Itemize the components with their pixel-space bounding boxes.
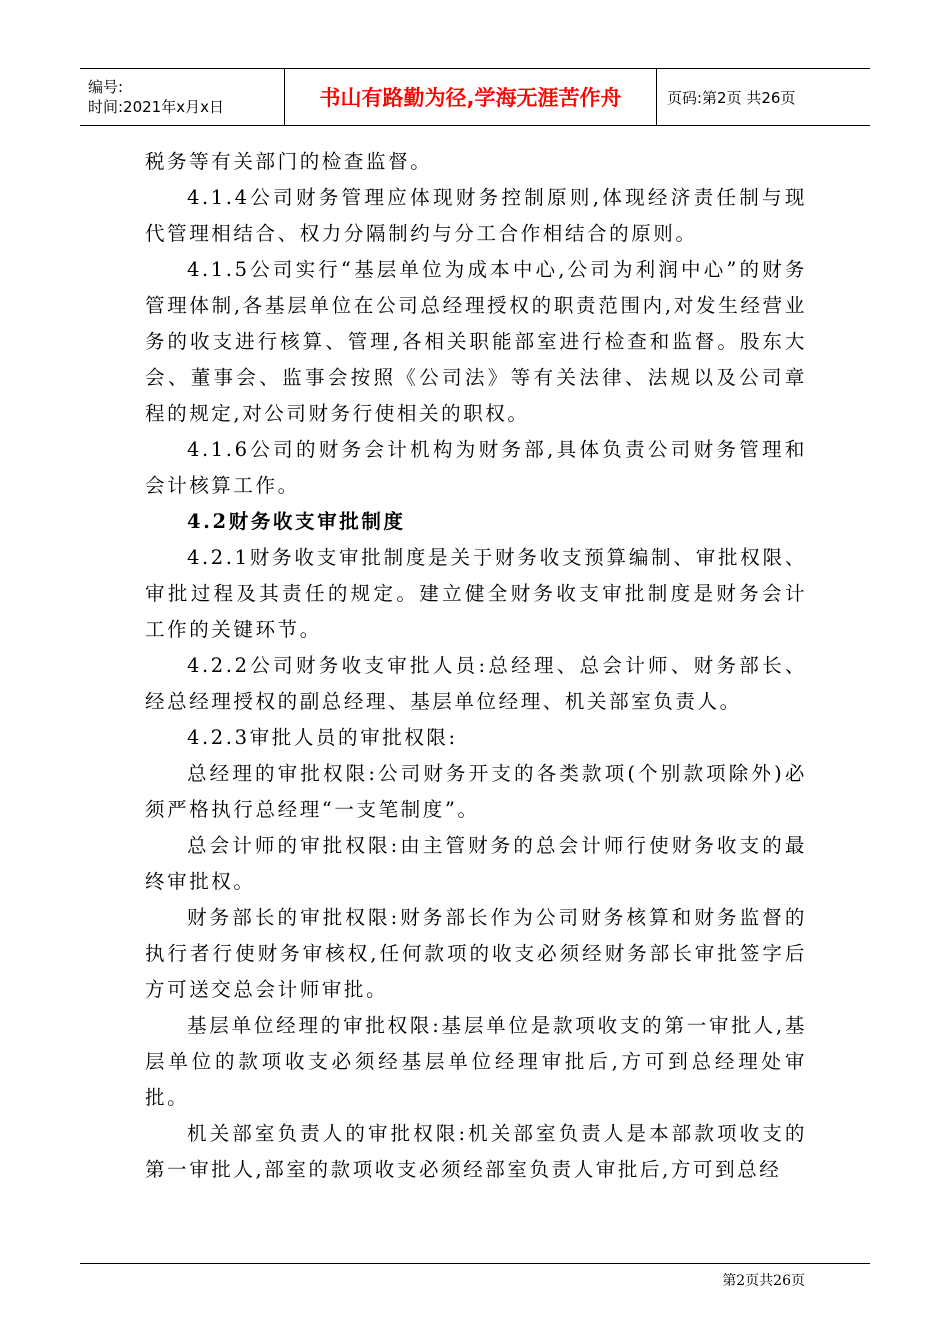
page-footer — [80, 1263, 870, 1289]
document-date-label: 时间:2021年x月x日 — [88, 98, 224, 116]
header-page-number: 页码:第2页 共26页 — [667, 88, 796, 107]
section-heading: 4.2财务收支审批制度 — [187, 510, 406, 533]
paragraph: 税务等有关部门的检查监督。 — [145, 150, 433, 173]
paragraph: 总经理的审批权限:公司财务开支的各类款项(个别款项除外)必须严格执行总经理“一支笔制度”。 — [145, 762, 807, 821]
document-body — [145, 144, 807, 1188]
paragraph: 4.1.5公司实行“基层单位为成本中心,公司为利润中心”的财务管理体制,各基层单位在公司总经理授权的职责范围内,对发生经营业务的收支进行核算、管理,各相关职能部室进行检查和监督。股东大会、董事会、监事会按照《公司法》等有关法律、法规以及公司章程的规定,对公司财务行使相关的职权。 — [145, 258, 807, 425]
paragraph: 4.2.1财务收支审批制度是关于财务收支预算编制、审批权限、审批过程及其责任的规定。建立健全财务收支审批制度是财务会计工作的关键环节。 — [145, 546, 807, 641]
paragraph: 4.1.4公司财务管理应体现财务控制原则,体现经济责任制与现代管理相结合、权力分隔制约与分工合作相结合的原则。 — [145, 186, 807, 245]
header-motto: 书山有路勤为径,学海无涯苦作舟 — [285, 69, 657, 125]
header-meta-cell — [80, 69, 285, 125]
paragraph: 基层单位经理的审批权限:基层单位是款项收支的第一审批人,基层单位的款项收支必须经基层单位经理审批后,方可到总经理处审批。 — [145, 1014, 807, 1109]
paragraph: 4.1.6公司的财务会计机构为财务部,具体负责公司财务管理和会计核算工作。 — [145, 438, 807, 497]
footer-page-number: 第2页共26页 — [722, 1273, 805, 1289]
page-header — [80, 68, 870, 126]
paragraph: 财务部长的审批权限:财务部长作为公司财务核算和财务监督的执行者行使财务审核权,任何款项的收支必须经财务部长审批签字后方可送交总会计师审批。 — [145, 906, 807, 1001]
document-number-label: 编号: — [88, 78, 124, 96]
paragraph: 4.2.3审批人员的审批权限: — [187, 726, 458, 749]
paragraph: 总会计师的审批权限:由主管财务的总会计师行使财务收支的最终审批权。 — [145, 834, 807, 893]
paragraph: 4.2.2公司财务收支审批人员:总经理、总会计师、财务部长、经总经理授权的副总经理、基层单位经理、机关部室负责人。 — [145, 654, 807, 713]
paragraph: 机关部室负责人的审批权限:机关部室负责人是本部款项收支的第一审批人,部室的款项收支必须经部室负责人审批后,方可到总经 — [145, 1122, 807, 1181]
